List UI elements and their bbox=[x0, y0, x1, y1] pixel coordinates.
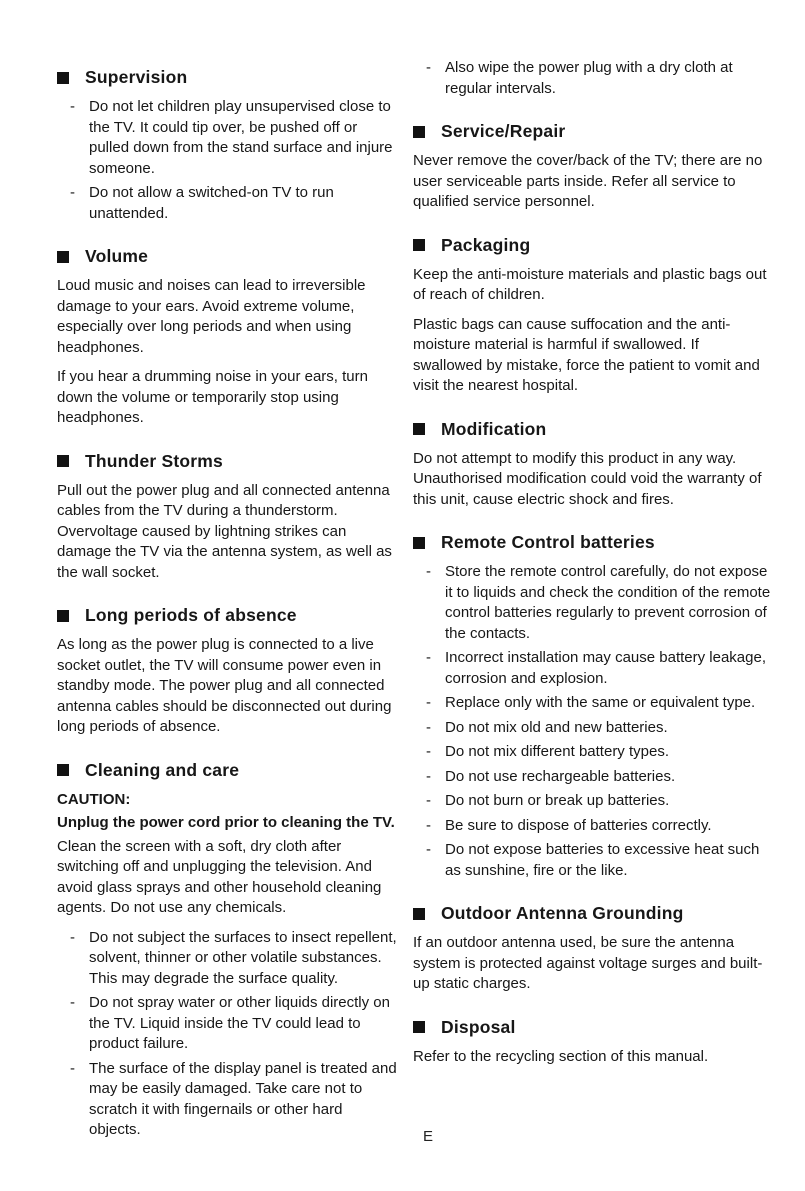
section-heading-text: Thunder Storms bbox=[85, 450, 223, 471]
bullet-item bbox=[57, 97, 397, 179]
dash-bullet-icon: - bbox=[426, 816, 431, 834]
section-heading-text: Volume bbox=[85, 246, 149, 266]
bullet-item-text: Replace only with the same or equivalent type. bbox=[445, 694, 756, 711]
paragraph: If you hear a drumming noise in your ears, turn down the volume or temporarily stop using headphones. bbox=[57, 368, 368, 426]
section-heading bbox=[57, 759, 397, 782]
bullet-item-text: Do not subject the surfaces to insect repellent, solvent, thinner or other volatile substances. This may degrade the surface quality. bbox=[89, 928, 397, 987]
bullet-item bbox=[413, 58, 771, 99]
square-bullet-icon bbox=[57, 455, 69, 467]
paragraph: Pull out the power plug and all connected antenna cables from the TV during a thunderstorm. Overvoltage caused by lightning strikes can damage the TV via the antenna system, as well as the wall socket. bbox=[57, 481, 392, 581]
section-heading-text: Disposal bbox=[441, 1016, 516, 1037]
bullet-item-text: Do not burn or break up batteries. bbox=[445, 792, 670, 809]
paragraph: Clean the screen with a soft, dry cloth after switching off and unplugging the television. And avoid glass sprays and other household cleaning agents. Do not use any chemicals. bbox=[57, 837, 382, 916]
dash-bullet-icon: - bbox=[426, 59, 431, 76]
bullet-item bbox=[413, 562, 771, 644]
square-bullet-icon bbox=[413, 126, 425, 138]
dash-bullet-icon: - bbox=[70, 928, 75, 946]
bullet-item-text: Be sure to dispose of batteries correctly. bbox=[445, 816, 712, 834]
dash-bullet-icon: - bbox=[426, 718, 431, 736]
section-heading-text: Cleaning and care bbox=[85, 759, 240, 780]
section-heading bbox=[57, 450, 397, 473]
bullet-item bbox=[57, 183, 397, 224]
bullet-item-text: Do not expose batteries to excessive heat such as sunshine, fire or the like. bbox=[445, 841, 760, 879]
section-heading-text: Remote Control batteries bbox=[441, 532, 655, 552]
bullet-item bbox=[57, 1059, 397, 1141]
section-heading-text: Packaging bbox=[441, 234, 531, 255]
section-heading-text: Service/Repair bbox=[441, 121, 566, 141]
square-bullet-icon bbox=[57, 610, 69, 622]
bullet-item bbox=[413, 767, 771, 788]
section-heading-text: Long periods of absence bbox=[85, 605, 297, 625]
square-bullet-icon bbox=[413, 908, 425, 920]
bullet-item bbox=[57, 993, 397, 1055]
paragraph: If an outdoor antenna used, be sure the antenna system is protected against voltage surges and built-up static charges. bbox=[413, 934, 763, 992]
bullet-item bbox=[413, 693, 771, 714]
bullet-item-text: Do not let children play unsupervised close to the TV. It could tip over, be pushed off or pulled down from the stand surface and injure someone. bbox=[89, 98, 393, 177]
section-heading bbox=[413, 418, 771, 441]
section-heading bbox=[413, 902, 771, 925]
paragraph: Do not attempt to modify this product in any way. Unauthorised modification could void the warranty of this unit, cause electric shock and fires. bbox=[413, 449, 762, 508]
dash-bullet-icon: - bbox=[70, 98, 75, 115]
bullet-item bbox=[413, 718, 771, 739]
bullet-item bbox=[413, 742, 771, 763]
bullet-item-text: The surface of the display panel is treated and may be easily damaged. Take care not to scratch it with fingernails or other hard objects. bbox=[89, 1059, 397, 1138]
paragraph: Never remove the cover/back of the TV; there are no user serviceable parts inside. Refer all service to qualified service personnel. bbox=[413, 152, 763, 210]
bullet-item-text: Also wipe the power plug with a dry cloth at regular intervals. bbox=[445, 59, 733, 97]
section-heading bbox=[57, 245, 397, 268]
square-bullet-icon bbox=[413, 537, 425, 549]
bullet-item-text: Do not mix different battery types. bbox=[445, 743, 669, 760]
bullet-item-text: Do not mix old and new batteries. bbox=[445, 718, 668, 736]
section-heading bbox=[413, 531, 771, 554]
square-bullet-icon bbox=[413, 1021, 425, 1033]
dash-bullet-icon: - bbox=[70, 184, 75, 201]
section-heading-text: Modification bbox=[441, 418, 547, 439]
bullet-item-text: Store the remote control carefully, do not expose it to liquids and check the condition of the remote control batteries regularly to prevent corrosion of the contacts. bbox=[445, 563, 771, 642]
bullet-item-text: Do not allow a switched-on TV to run unattended. bbox=[89, 184, 334, 222]
paragraph-bold: Unplug the power cord prior to cleaning the TV. bbox=[57, 814, 395, 831]
section-heading bbox=[57, 604, 397, 627]
paragraph-bold: CAUTION: bbox=[57, 790, 131, 808]
dash-bullet-icon: - bbox=[426, 792, 431, 809]
paragraph: Loud music and noises can lead to irreversible damage to your ears. Avoid extreme volume, especially over long periods and when using headphones. bbox=[57, 277, 366, 356]
page-number: E bbox=[423, 1128, 434, 1145]
paragraph: Keep the anti-moisture materials and plastic bags out of reach of children. bbox=[413, 265, 767, 303]
dash-bullet-icon: - bbox=[426, 563, 431, 580]
paragraph: Plastic bags can cause suffocation and the anti-moisture material is harmful if swallowed. If swallowed by mistake, force the patient to vomit and visit the nearest hospital. bbox=[413, 315, 760, 394]
section-heading-text: Outdoor Antenna Grounding bbox=[441, 903, 684, 923]
square-bullet-icon bbox=[57, 251, 69, 263]
dash-bullet-icon: - bbox=[70, 994, 75, 1011]
paragraph: As long as the power plug is connected to a live socket outlet, the TV will consume power even in standby mode. The power plug and all connected antenna cables should be disconnected out during long periods of absence. bbox=[57, 636, 392, 735]
bullet-item-text: Do not use rechargeable batteries. bbox=[445, 767, 676, 785]
section-heading bbox=[413, 120, 771, 143]
section-heading-text: Supervision bbox=[85, 67, 188, 87]
bullet-item bbox=[413, 816, 771, 837]
section-heading bbox=[413, 1016, 771, 1039]
bullet-item bbox=[413, 840, 771, 881]
section-heading bbox=[413, 234, 771, 257]
bullet-item bbox=[413, 791, 771, 812]
square-bullet-icon bbox=[413, 239, 425, 251]
paragraph: Refer to the recycling section of this manual. bbox=[413, 1047, 709, 1065]
dash-bullet-icon: - bbox=[70, 1059, 75, 1077]
right-column bbox=[413, 58, 771, 1145]
square-bullet-icon bbox=[413, 423, 425, 435]
section-heading bbox=[57, 66, 397, 89]
square-bullet-icon bbox=[57, 764, 69, 776]
bullet-item bbox=[413, 648, 771, 689]
left-column bbox=[57, 58, 397, 1145]
bullet-item bbox=[57, 928, 397, 990]
dash-bullet-icon: - bbox=[426, 649, 431, 666]
bullet-item-text: Do not spray water or other liquids directly on the TV. Liquid inside the TV could lead to product failure. bbox=[89, 994, 390, 1052]
dash-bullet-icon: - bbox=[426, 767, 431, 785]
dash-bullet-icon: - bbox=[426, 841, 431, 858]
square-bullet-icon bbox=[57, 72, 69, 84]
dash-bullet-icon: - bbox=[426, 694, 431, 711]
dash-bullet-icon: - bbox=[426, 743, 431, 760]
bullet-item-text: Incorrect installation may cause battery leakage, corrosion and explosion. bbox=[445, 649, 766, 687]
